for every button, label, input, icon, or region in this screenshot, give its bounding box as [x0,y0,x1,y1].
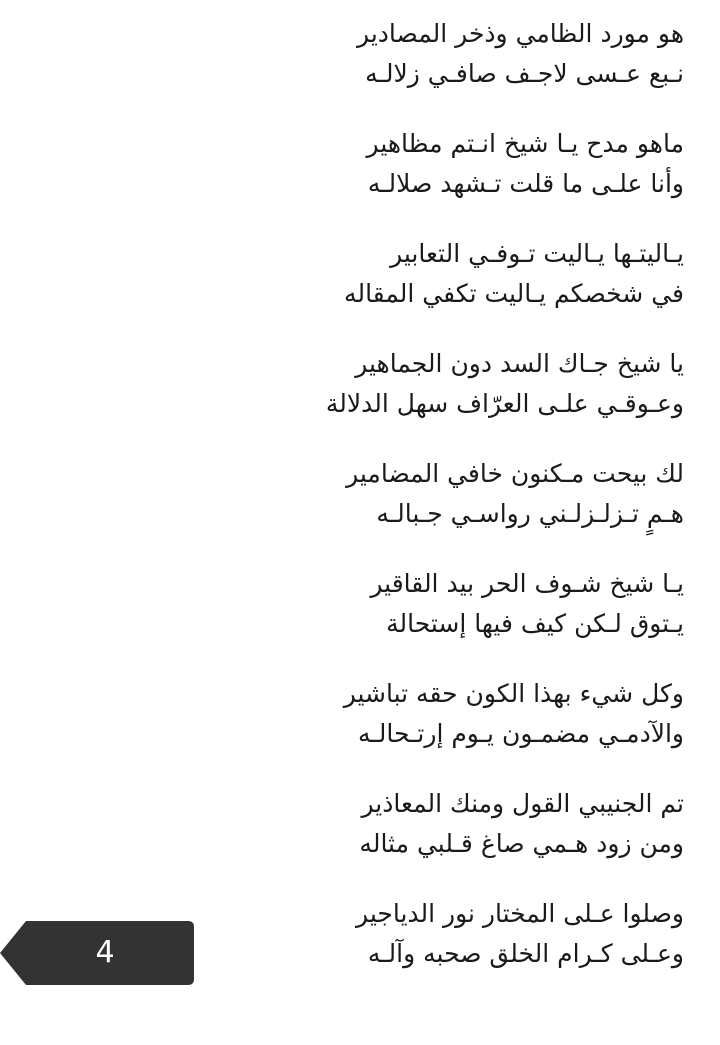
verse-line: والآدمـي مضمـون يـوم إرتـحالـه [357,719,684,748]
stanza [284,564,684,674]
verse-line: هـمٍ تـزلـزلـني رواسـي جـبالـه [376,499,684,528]
verse-line: وصلوا عـلى المختار نور الدياجير [356,899,684,928]
stanza [284,124,684,234]
verse-line: وعـوقـي علـى العرّاف سهل الدلالة [325,389,684,418]
verse-line: يـا شيخ شـوف الحر بيد القاقير [370,569,684,598]
verse-line: في شخصكم يـاليت تكفي المقاله [344,279,684,308]
verse-line: وكل شيء بهذا الكون حقه تباشير [343,679,684,708]
verse-line: يـاليتـها يـاليت تـوفـي التعابير [390,239,684,268]
stanza [284,14,684,124]
verse-line: يا شيخ جـاك السد دون الجماهير [355,349,684,378]
stanza [284,454,684,564]
verse-line: ومن زود هـمي صاغ قـلبي مثاله [359,829,684,858]
verse-line: هو مورد الظامي وذخر المصادير [357,19,684,48]
verse-line: نـبع عـسى لاجـف صافـي زلالـه [365,59,684,88]
stanza [284,784,684,894]
verse-line: وعـلى كـرام الخلق صحبه وآلـه [367,939,684,968]
stanza [284,344,684,454]
verse-line: لك بيحت مـكنون خافي المضامير [346,459,684,488]
verse-line: وأنا علـى ما قلت تـشهد صلالـه [367,169,684,198]
verse-line: تم الجنيبي القول ومنك المعاذير [361,789,684,818]
verse-line: ماهو مدح يـا شيخ انـتم مظاهير [366,129,684,158]
stanza [284,674,684,784]
poem [284,14,684,1004]
stanza [284,234,684,344]
stanza [284,894,684,1004]
page-number: 4 [95,935,115,970]
verse-line: يـتوق لـكن كيف فيها إستحالة [386,609,684,638]
page-number-badge [0,921,194,985]
